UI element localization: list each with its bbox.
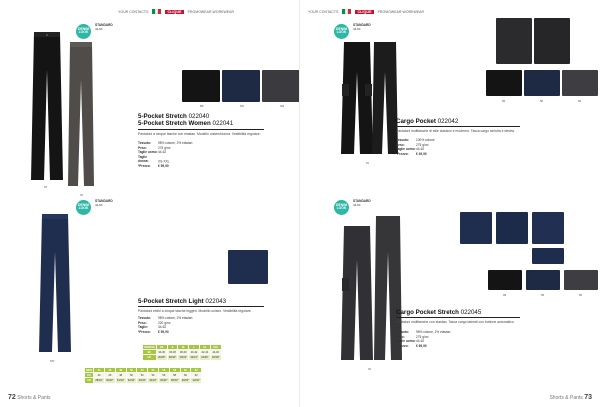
- table-cell: EU: [85, 373, 94, 378]
- standard-label: STANDARD: [353, 199, 371, 203]
- swatch-label: 99: [502, 99, 506, 103]
- pant-image-cargo-black: [340, 40, 374, 158]
- standard-fit-tag: [353, 24, 371, 31]
- spec-value: 275 g/m²: [416, 142, 429, 147]
- page-footer-left: [8, 394, 51, 401]
- section-label: Shorts & Pants: [17, 395, 51, 401]
- spec-value: 220 g/m²: [158, 320, 171, 325]
- spec-key: Tessuto:: [138, 316, 152, 320]
- spec-value: XS-XXL: [158, 159, 170, 164]
- pant-image-black: [30, 30, 64, 186]
- denim-look-badge: [334, 200, 349, 215]
- detail-pocket-1: [496, 18, 532, 64]
- table-cell: 36/32": [160, 378, 168, 382]
- price-label: *Prezzo:: [138, 329, 151, 334]
- divider: [396, 317, 520, 318]
- badge-line2: LOOK: [336, 206, 347, 211]
- badge-line2: LOOK: [336, 30, 347, 35]
- title-text: 5-Pocket Stretch Light: [138, 298, 204, 305]
- standard-size: 44-60: [353, 26, 361, 31]
- product-title: [396, 309, 481, 316]
- table-cell: 44-46: [210, 350, 221, 355]
- spec-value: 98% cotone, 2% elastan: [158, 316, 193, 320]
- divider: [138, 306, 264, 307]
- standard-size: 44-60: [95, 202, 103, 207]
- product-description: Pantaloni multitasche di stile classico e moderno. Tasca cargo sinistra e destra.: [396, 129, 515, 133]
- pant-image-cargo-stretch: [340, 224, 374, 364]
- swatch-navy: [526, 270, 560, 290]
- standard-fit-tag: [95, 24, 113, 31]
- standard-fit-tag: [353, 200, 371, 207]
- swatch-label: DN: [240, 104, 245, 108]
- table-cell: 38-40: [178, 350, 189, 355]
- standard-fit-tag: [95, 200, 113, 207]
- standard-size: 44-60: [95, 26, 103, 31]
- right-page: [300, 0, 600, 407]
- table-cell: 56: [158, 373, 169, 378]
- flag-icon: [152, 9, 161, 14]
- section-label: Shorts & Pants: [549, 395, 583, 401]
- product-specs: [138, 316, 192, 334]
- price-row: [138, 164, 192, 169]
- brand-logo: CLIQUE: [167, 9, 182, 14]
- table-cell: 60: [180, 368, 191, 373]
- table-cell: 32/34": [190, 355, 198, 359]
- detail-navy-1: [460, 212, 492, 244]
- product-code: 022042: [437, 118, 459, 125]
- price-row: [396, 344, 450, 349]
- swatch-black: [488, 270, 522, 290]
- table-cell: EU: [143, 350, 157, 355]
- title-text: 5-Pocket Stretch Women: [138, 120, 211, 127]
- spec-key: Tessuto:: [396, 330, 410, 334]
- badge-line1: DENIM: [336, 26, 347, 31]
- price-row: [138, 330, 192, 335]
- denim-look-badge: [76, 200, 91, 215]
- swatch-label: BK: [200, 104, 204, 108]
- swatch-black: [182, 70, 220, 102]
- table-cell: 58: [169, 368, 180, 373]
- table-cell: 34-36: [156, 350, 167, 355]
- swatch-black: [486, 70, 522, 96]
- table-cell: 28/32": [95, 378, 103, 382]
- spec-value: 275 g/m²: [416, 334, 429, 339]
- table-cell: 54: [148, 373, 159, 378]
- swatch-label: 58: [541, 293, 545, 297]
- price-value: € 69,90: [416, 343, 427, 348]
- pant-label-4: 99: [366, 162, 369, 165]
- table-cell: 42-44: [199, 350, 210, 355]
- spec-key: Peso:: [138, 145, 147, 150]
- spec-key: Tessuto:: [138, 141, 152, 145]
- spec-key: Peso:: [396, 334, 405, 339]
- price-label: *Prezzo:: [396, 343, 409, 348]
- table-cell: 48: [115, 368, 126, 373]
- table-cell: UK: [143, 355, 157, 360]
- spec-value: 100% cotone: [416, 138, 435, 142]
- price-value: € 49,90: [416, 151, 427, 156]
- size-table-women: [142, 344, 222, 361]
- product-description: Pantaloni multitasche con elastan. Tasca cargo laterali con bottone automatico.: [396, 320, 515, 324]
- product-title: [138, 298, 226, 305]
- price-label: *Prezzo:: [396, 151, 409, 156]
- denim-look-badge: [334, 24, 349, 39]
- spec-key: Taglie donna:: [138, 154, 149, 164]
- product-code: 022045: [460, 309, 482, 316]
- table-cell: L: [189, 345, 200, 350]
- swatch-grey: [564, 270, 598, 290]
- badge-line1: DENIM: [78, 26, 89, 31]
- divider: [396, 126, 520, 127]
- product-code: 022041: [212, 120, 234, 127]
- detail-navy-4: [532, 248, 564, 264]
- top-bar-left: [118, 9, 234, 14]
- spec-row: [138, 155, 192, 164]
- product-code: 022043: [205, 298, 227, 305]
- spec-value: 98% cotone, 2% elastan: [416, 330, 451, 334]
- swatch-navy: [222, 70, 260, 102]
- table-cell: 26/28": [157, 355, 166, 359]
- table-cell: XXL: [210, 345, 221, 350]
- pant-label-1: 58: [44, 186, 47, 189]
- top-bar-right: [308, 9, 424, 14]
- workwear-label: PROMOWEAR WORKWEAR: [377, 9, 425, 14]
- table-cell: 36-38: [167, 350, 178, 355]
- contacts-label: YOUR CONTACTS: [308, 9, 339, 14]
- table-cell: 32/32": [127, 378, 136, 382]
- table-row: [143, 355, 222, 360]
- standard-label: STANDARD: [95, 199, 113, 203]
- pant-image-grey: [66, 40, 96, 190]
- table-cell: 40-42: [189, 350, 200, 355]
- table-cell: 30/32": [179, 355, 187, 359]
- detail-navy-3: [532, 212, 564, 244]
- swatch-label: 95: [579, 293, 583, 297]
- table-cell: M: [178, 345, 189, 350]
- title-text: Cargo Pocket Stretch: [396, 309, 459, 316]
- standard-label: STANDARD: [353, 23, 371, 27]
- table-row: [85, 378, 202, 383]
- table-cell: XL: [199, 345, 210, 350]
- table-cell: 36/38": [211, 355, 220, 359]
- table-cell: S: [167, 345, 178, 350]
- standard-size: 44-60: [353, 202, 361, 207]
- price-row: [396, 152, 435, 157]
- brand-logo: CLIQUE: [357, 9, 372, 14]
- detail-pocket-2: [534, 18, 570, 64]
- swatch-label: 95: [578, 99, 582, 103]
- table-cell: 56: [158, 368, 169, 373]
- spec-value: 44-62: [416, 147, 425, 152]
- size-table-men: [84, 367, 202, 384]
- table-cell: 28/30": [168, 355, 177, 359]
- spec-key: Tessuto:: [396, 138, 410, 142]
- table-cell: UK: [85, 378, 94, 383]
- spec-key: Taglie:: [138, 325, 149, 330]
- spec-key: Taglie uomo:: [138, 150, 158, 155]
- spec-key: Taglie uomo:: [396, 339, 416, 344]
- swatch-label: 58: [540, 99, 544, 103]
- product-code: 022040: [188, 113, 210, 120]
- pant-label-3: 580: [50, 360, 55, 363]
- badge-line2: LOOK: [78, 30, 89, 35]
- product-specs: [138, 141, 192, 169]
- table-cell: 62: [191, 368, 202, 373]
- table-cell: 34/32": [149, 378, 157, 382]
- flag-icon: [342, 9, 351, 14]
- swatch-navy: [524, 70, 560, 96]
- badge-line2: LOOK: [78, 206, 89, 211]
- table-cell: WOMAN: [144, 345, 155, 349]
- table-cell: 34/36": [201, 355, 209, 359]
- page-number: 73: [584, 394, 592, 401]
- spec-key: Peso:: [138, 320, 147, 325]
- pant-label-5: 99: [368, 368, 371, 371]
- table-cell: 50: [126, 373, 137, 378]
- swatch-grey: [262, 70, 300, 102]
- badge-line1: DENIM: [336, 202, 347, 207]
- table-cell: 42/32": [192, 378, 200, 382]
- divider: [138, 129, 264, 130]
- table-cell: 60: [180, 373, 191, 378]
- standard-label: STANDARD: [95, 23, 113, 27]
- page-footer-right: [549, 394, 592, 401]
- spec-key: Peso:: [396, 142, 405, 147]
- table-cell: 38/32": [170, 378, 179, 382]
- table-cell: 44: [94, 368, 105, 373]
- product-description: Pantaloni a cinque tasche con elastan. Modello unisex/donna. Vestibilità regolare.: [138, 132, 261, 136]
- swatch-label: 99: [503, 293, 507, 297]
- title-text: Cargo Pocket: [396, 118, 436, 125]
- table-cell: 30/32": [106, 378, 114, 382]
- table-cell: 52: [137, 368, 148, 373]
- spec-value: 44-62: [158, 150, 167, 155]
- spec-value: 275 g/m²: [158, 145, 171, 150]
- spec-value: 44-62: [416, 339, 425, 344]
- denim-look-badge: [76, 24, 91, 39]
- pant-image-navy: [38, 212, 72, 357]
- table-cell: 52: [137, 373, 148, 378]
- pant-label-2: 95: [80, 194, 83, 197]
- table-cell: 46: [104, 373, 115, 378]
- table-cell: 54: [148, 368, 159, 373]
- price-label: *Prezzo:: [138, 163, 151, 168]
- table-cell: 50: [126, 368, 137, 373]
- table-cell: 40/32": [181, 378, 190, 382]
- table-cell: 48: [115, 373, 126, 378]
- product-specs: [396, 138, 435, 156]
- table-cell: 44: [94, 373, 105, 378]
- table-cell: 31/32": [116, 378, 125, 382]
- table-cell: 33/32": [138, 378, 146, 382]
- page-number: 72: [8, 394, 16, 401]
- product-title: [138, 113, 233, 127]
- swatch-label: GR: [280, 104, 285, 108]
- badge-line1: DENIM: [78, 202, 89, 207]
- detail-navy-2: [496, 212, 528, 244]
- swatch-grey: [562, 70, 598, 96]
- table-cell: 62: [191, 373, 202, 378]
- spec-value: 98% cotone, 2% elastan: [158, 141, 193, 145]
- table-cell: 58: [169, 373, 180, 378]
- table-cell: XS: [156, 345, 167, 350]
- spec-value: 44-62: [158, 325, 167, 330]
- product-title: [396, 118, 458, 125]
- table-cell: MEN: [86, 368, 92, 372]
- workwear-label: PROMOWEAR WORKWEAR: [187, 9, 235, 14]
- product-description: Pantaloni estivi a cinque tasche leggeri. Modello unisex. Vestibilità regolare.: [138, 309, 252, 313]
- product-specs: [396, 330, 450, 348]
- spec-key: Taglie uomo:: [396, 147, 416, 152]
- price-value: € 59,90: [158, 329, 169, 334]
- contacts-label: YOUR CONTACTS: [118, 9, 149, 14]
- title-text: 5-Pocket Stretch: [138, 113, 187, 120]
- table-cell: 46: [104, 368, 115, 373]
- price-value: € 59,90: [158, 163, 169, 168]
- swatch-navy-detail: [228, 250, 268, 284]
